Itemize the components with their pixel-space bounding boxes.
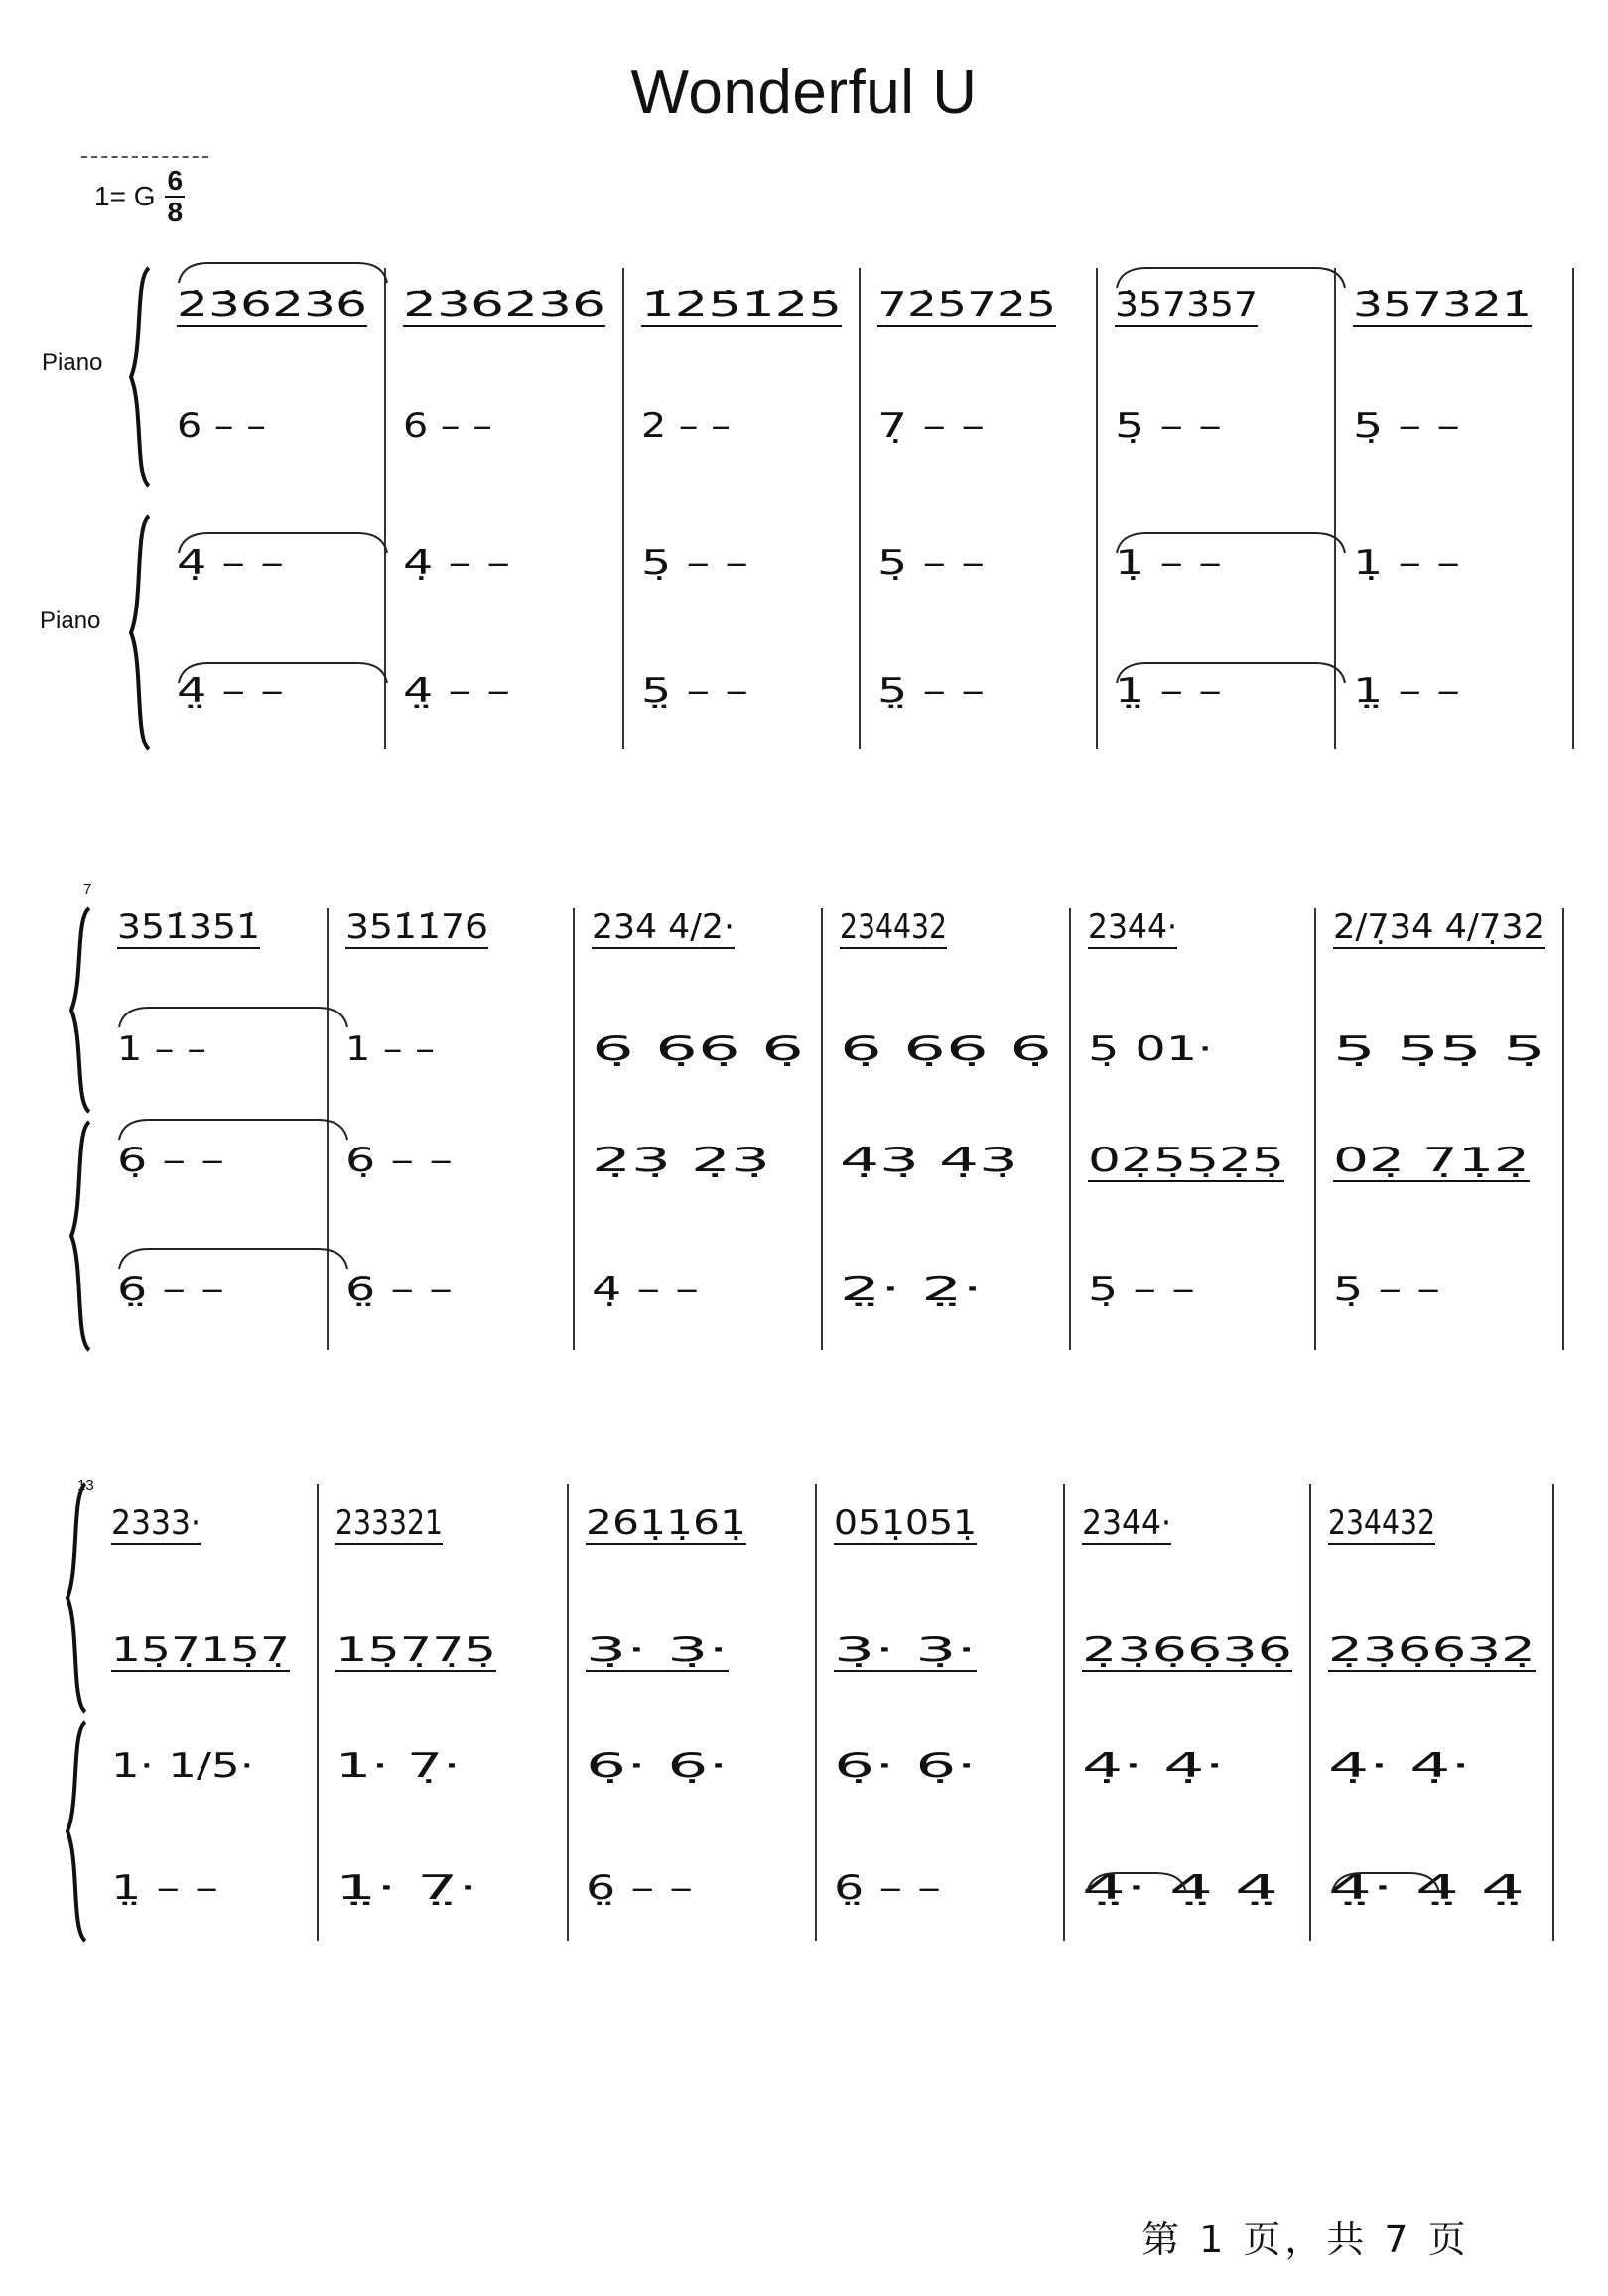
system-3-staff-2-measure-1: 15̣7̣15̣7̣ bbox=[111, 1630, 290, 1670]
system-1-staff-1-measure-5: 3̇573̇57 bbox=[1115, 285, 1258, 325]
system-2-staff-2-measure-6: 5̣ 5̣5̣ 5̣ bbox=[1333, 1029, 1545, 1069]
system-2-staff-4-measure-3: 4̣ – – bbox=[592, 1270, 699, 1309]
system-1-staff-1-measure-2: 2̇3̇6̇2̇3̇6̇ bbox=[403, 285, 605, 325]
system-3-staff-3-measure-3: 6̣· 6̣· bbox=[586, 1746, 729, 1786]
measure-number-7: 7 bbox=[83, 881, 92, 898]
system-3-brace-1 bbox=[67, 1484, 85, 1712]
system-1-staff-2-measure-5: 5̣ – – bbox=[1115, 406, 1222, 446]
system-1-staff-4-measure-3: 5̤ – – bbox=[641, 671, 748, 711]
system-3-staff-1-measure-3: 261̣1̣61̣ bbox=[586, 1503, 746, 1543]
system-1-staff-2-measure-2: 6 – – bbox=[403, 406, 492, 446]
system-3-staff-1-measure-5: 2344· bbox=[1082, 1503, 1171, 1543]
system-2-staff-3-measure-4: 4̣3̣ 4̣3̣ bbox=[840, 1141, 1018, 1180]
tie-arc-8 bbox=[119, 1120, 347, 1140]
time-top: 6 bbox=[167, 165, 184, 196]
system-1-staff-3-measure-6: 1̣ – – bbox=[1353, 543, 1460, 583]
system-3-staff-2-measure-4: 3̣· 3̣· bbox=[834, 1630, 977, 1670]
system-3-staff-4-measure-1: 1̤ – – bbox=[111, 1868, 218, 1908]
system-2-staff-1-measure-5: 2344· bbox=[1088, 907, 1177, 947]
system-2-staff-1-measure-3: 234 4/2· bbox=[592, 907, 735, 947]
system-3-staff-1-measure-4: 051̣051̣ bbox=[834, 1503, 977, 1543]
system-1-staff-4-measure-5: 1̤ – – bbox=[1115, 671, 1222, 711]
instrument-label-upper: Piano bbox=[42, 349, 103, 376]
system-2-staff-4-measure-4: 2̤· 2̤· bbox=[840, 1270, 983, 1309]
system-2-staff-2-measure-5: 5̣ 01· bbox=[1088, 1029, 1213, 1069]
system-3-staff-3-measure-4: 6̣· 6̣· bbox=[834, 1746, 977, 1786]
system-2-brace-2 bbox=[71, 1122, 89, 1350]
system-2-staff-3-measure-2: 6̣ – – bbox=[345, 1141, 453, 1180]
system-3-staff-1-measure-6: 234432 bbox=[1328, 1503, 1435, 1543]
system-1-staff-4-measure-1: 4̤ – – bbox=[177, 671, 284, 711]
system-3-staff-3-measure-1: 1· 1/5· bbox=[111, 1746, 254, 1786]
system-1-staff-3-measure-2: 4̣ – – bbox=[403, 543, 510, 583]
system-1-brace-1 bbox=[131, 268, 149, 486]
tie-arc-7 bbox=[119, 1008, 347, 1027]
tie-arc-9 bbox=[119, 1249, 347, 1269]
system-2-staff-1-measure-2: 351̇1̇76 bbox=[345, 907, 488, 947]
system-1-staff-3-measure-3: 5̣ – – bbox=[641, 543, 748, 583]
system-3-staff-4-measure-2: 1̤· 7̤· bbox=[335, 1868, 478, 1908]
system-3-staff-4-measure-3: 6̤ – – bbox=[586, 1868, 693, 1908]
key-tonic: 1= G bbox=[94, 181, 156, 211]
system-1-staff-2-measure-1: 6 – – bbox=[177, 406, 266, 446]
system-3-staff-3-measure-5: 4̣· 4̣· bbox=[1082, 1746, 1225, 1786]
system-2-staff-3-measure-1: 6̣ – – bbox=[117, 1141, 224, 1180]
time-bottom: 8 bbox=[167, 197, 184, 227]
system-1-staff-1-measure-3: 1̇2̇5̇1̇2̇5̇ bbox=[641, 285, 842, 325]
system-2-staff-2-measure-3: 6̣ 6̣6̣ 6̣ bbox=[592, 1029, 804, 1069]
system-1-brace-2 bbox=[131, 516, 149, 749]
system-3-staff-4-measure-5: 4̤· 4̤ 4̤ bbox=[1082, 1868, 1278, 1908]
system-3-staff-2-measure-3: 3̣· 3̣· bbox=[586, 1630, 729, 1670]
system-2-staff-2-measure-1: 1 – – bbox=[117, 1029, 206, 1069]
system-3-staff-4-measure-6: 4̤· 4̤ 4̤ bbox=[1328, 1868, 1525, 1908]
system-2-brace-1 bbox=[71, 908, 89, 1112]
system-3-staff-3-measure-2: 1· 7̣· bbox=[335, 1746, 461, 1786]
page-footer: 第 1 页，共 7 页 bbox=[1141, 2218, 1470, 2261]
system-2-staff-4-measure-1: 6̤ – – bbox=[117, 1270, 224, 1309]
system-1-staff-4-measure-2: 4̤ – – bbox=[403, 671, 510, 711]
system-2-staff-2-measure-2: 1 – – bbox=[345, 1029, 435, 1069]
system-3-staff-3-measure-6: 4̣· 4̣· bbox=[1328, 1746, 1471, 1786]
system-2-staff-1-measure-1: 351̇351̇ bbox=[117, 907, 260, 947]
system-2-staff-1-measure-4: 234432 bbox=[840, 907, 947, 947]
system-1-staff-1-measure-1: 2̇3̇6̇2̇3̇6̇ bbox=[177, 285, 367, 325]
score-title: Wonderful U bbox=[630, 59, 978, 127]
system-3-staff-4-measure-4: 6̤ – – bbox=[834, 1868, 941, 1908]
system-3-staff-2-measure-6: 2̣3̣6̣6̣3̣2̣ bbox=[1328, 1630, 1536, 1670]
system-1-staff-4-measure-6: 1̤ – – bbox=[1353, 671, 1460, 711]
system-1-staff-2-measure-3: 2 – – bbox=[641, 406, 731, 446]
system-3-staff-1-measure-1: 2333· bbox=[111, 1503, 201, 1543]
system-2-staff-2-measure-4: 6̣ 6̣6̣ 6̣ bbox=[840, 1029, 1052, 1069]
system-2-staff-1-measure-6: 2/7̣34 4/7̣32 bbox=[1333, 907, 1545, 947]
system-1-staff-3-measure-1: 4̣ – – bbox=[177, 543, 284, 583]
instrument-label-lower: Piano bbox=[40, 608, 101, 634]
system-2-staff-4-measure-2: 6̤ – – bbox=[345, 1270, 453, 1309]
measure-number-13: 13 bbox=[77, 1477, 94, 1494]
system-1-staff-4-measure-4: 5̤ – – bbox=[877, 671, 985, 711]
system-3-staff-2-measure-5: 2̣3̣6̣6̣3̣6̣ bbox=[1082, 1630, 1292, 1670]
system-2-staff-3-measure-3: 2̣3̣ 2̣3̣ bbox=[592, 1141, 770, 1180]
system-1-staff-3-measure-4: 5̣ – – bbox=[877, 543, 985, 583]
system-1-staff-2-measure-6: 5̣ – – bbox=[1353, 406, 1460, 446]
system-2-staff-3-measure-6: 02̣ 7̣1̣2̣ bbox=[1333, 1141, 1530, 1180]
system-3-brace-2 bbox=[67, 1722, 85, 1941]
system-2-staff-3-measure-5: 02̣5̣5̣2̣5̣ bbox=[1088, 1141, 1284, 1180]
system-3-staff-1-measure-2: 233321 bbox=[335, 1503, 443, 1543]
system-1-staff-2-measure-4: 7̣ – – bbox=[877, 406, 985, 446]
system-1-staff-3-measure-5: 1̣ – – bbox=[1115, 543, 1222, 583]
system-2-staff-4-measure-5: 5̣ – – bbox=[1088, 1270, 1195, 1309]
system-2-staff-4-measure-6: 5̣ – – bbox=[1333, 1270, 1440, 1309]
system-1-staff-1-measure-6: 3̇573̇2̇1̇ bbox=[1353, 285, 1532, 325]
tie-arc-1 bbox=[179, 263, 387, 283]
system-3-staff-2-measure-2: 15̣7̣7̣5̣ bbox=[335, 1630, 496, 1670]
system-1-staff-1-measure-4: 72̇5̇72̇5̇ bbox=[877, 285, 1056, 325]
